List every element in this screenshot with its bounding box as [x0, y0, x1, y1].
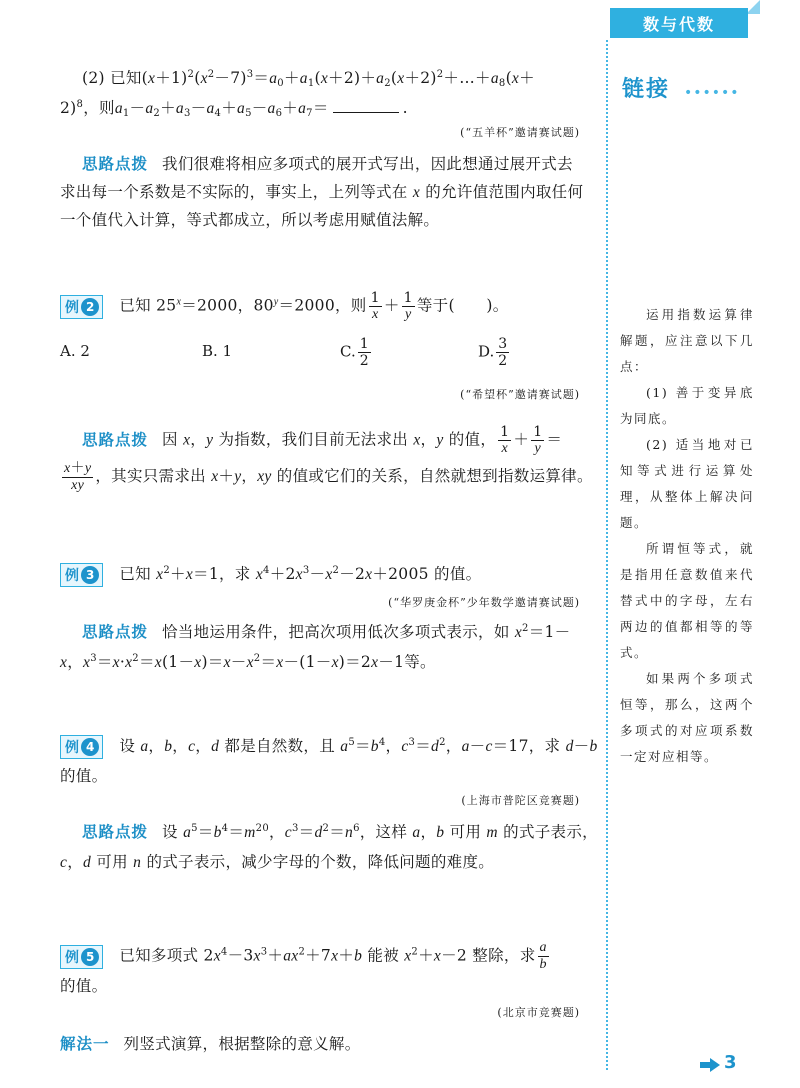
sidebar-paragraph: (2) 适当地对已知等式进行运算处理，从整体上解决问题。 [620, 437, 754, 530]
option-d: D. $\frac{3}{2}$ [478, 336, 508, 369]
example-2-stem: 例 2 已知 $25^x=2000$，$80^y=2000$，则 $\frac{1}{x}$ ＋ $\frac{1}{y}$ 等于( )。 [60, 290, 509, 323]
option-a: A. 2 [60, 342, 90, 360]
sidebar-paragraph: 所谓恒等式，就是指用任意数值来代替式中的字母，左右两边的值都相等的等式。 [620, 541, 754, 660]
example-4-stem: 例 4 设 a，b，c，d 都是自然数，且 $a^5=b^4$，$c^3=d^2$，a－c＝17，求 d－b [60, 734, 598, 759]
hint-line: 思路点拨 恰当地运用条件，把高次项用低次多项式表示，如 $x^2=1-$ [82, 623, 571, 641]
example-2-source: (“希望杯”邀请赛试题) [460, 388, 580, 401]
page-arrow-icon [700, 1058, 720, 1072]
section-title-tab: 数与代数 [610, 8, 748, 38]
sidebar-note [620, 302, 754, 770]
sidebar-paragraph: 运用指数运算律解题，应注意以下几点： [620, 307, 754, 374]
answer-blank [333, 98, 399, 113]
example-4-source: (上海市普陀区竞赛题) [461, 794, 580, 807]
hint-line: x，$x^3=x\cdot x^2=x(1-x)=x-x^2=x-(1-x)=2x-1$等。 [60, 653, 436, 671]
example-5-line-2: 的值。 [60, 977, 108, 995]
hint-label: 思路点拨 [82, 623, 149, 641]
example-3-source: (“华罗庚金杯”少年数学邀请赛试题) [388, 596, 580, 609]
hint-label: 思路点拨 [82, 155, 149, 173]
example-tag: 例 4 [60, 735, 103, 759]
hint-line: 思路点拨 设 $a^5=b^4=m^{20}$，$c^3=d^2=n^6$，这样 a，b 可用 m 的式子表示， [82, 823, 598, 841]
example-3-stem: 例 3 已知 $x^2+x=1$，求 $x^4+2x^3-x^2-2x+2005$ 的值。 [60, 562, 481, 587]
hint-line: c，d 可用 n 的式子表示，减少字母的个数，降低问题的难度。 [60, 853, 495, 871]
hint-line: 思路点拨 因 x，y 为指数，我们目前无法求出 x，y 的值， $\frac{1}{x}$ ＋ $\frac{1}{y}$ ＝ [82, 424, 563, 456]
solution-label: 解法一 [60, 1035, 110, 1053]
sidebar-paragraph: (1) 善于变异底为同底。 [620, 385, 754, 426]
sidebar-heading: 链接 [622, 77, 671, 102]
option-b: B. 1 [202, 342, 233, 360]
example-tag: 例 2 [60, 295, 103, 319]
example-4-line-2: 的值。 [60, 767, 108, 785]
example-5-source: (北京市竞赛题) [497, 1006, 580, 1019]
hint-label: 思路点拨 [82, 823, 149, 841]
page-number: 3 [724, 1052, 737, 1073]
solution-line: 解法一 列竖式演算，根据整除的意义解。 [60, 1035, 361, 1053]
problem-line-2: 2)$^8$，则$a_1-a_2+a_3-a_4+a_5-a_6+a_7=$ . [60, 99, 408, 119]
option-c: C. $\frac{1}{2}$ [340, 336, 369, 369]
problem-source: (“五羊杯”邀请赛试题) [460, 126, 580, 139]
example-tag: 例 5 [60, 945, 103, 969]
sidebar-heading-dots: •••••• [684, 85, 740, 101]
hint-line: 求出每一个系数是不实际的，事实上，上列等式在 x 的允许值范围内取任何 [60, 183, 584, 201]
problem-line-1: (2) 已知$(x+1)^2(x^2-7)^3=a_0+a_1(x+2)+a_2(x+2)^2+\dots+a_8(x+$ [82, 69, 535, 89]
example-5-stem: 例 5 已知多项式 $2x^4-3x^3+ax^2+7x+b$ 能被 $x^2+x-2$ 整除，求 $\frac{a}{b}$ [60, 940, 551, 973]
header-tab-corner [746, 0, 760, 14]
hint-label: 思路点拨 [82, 430, 149, 449]
sidebar-paragraph: 如果两个多项式恒等，那么，这两个多项式的对应项系数一定对应相等。 [620, 671, 754, 764]
hint-line: $\frac{x+y}{xy}$ ，其实只需求出 x＋y，xy 的值或它们的关系，自然就想到指数运算律。 [64, 460, 593, 493]
hint-line: 思路点拨 我们很难将相应多项式的展开式写出，因此想通过展开式去 [82, 155, 573, 173]
sidebar-divider [606, 40, 608, 1070]
example-tag: 例 3 [60, 563, 103, 587]
hint-line: 一个值代入计算，等式都成立，所以考虑用赋值法解。 [60, 211, 440, 229]
